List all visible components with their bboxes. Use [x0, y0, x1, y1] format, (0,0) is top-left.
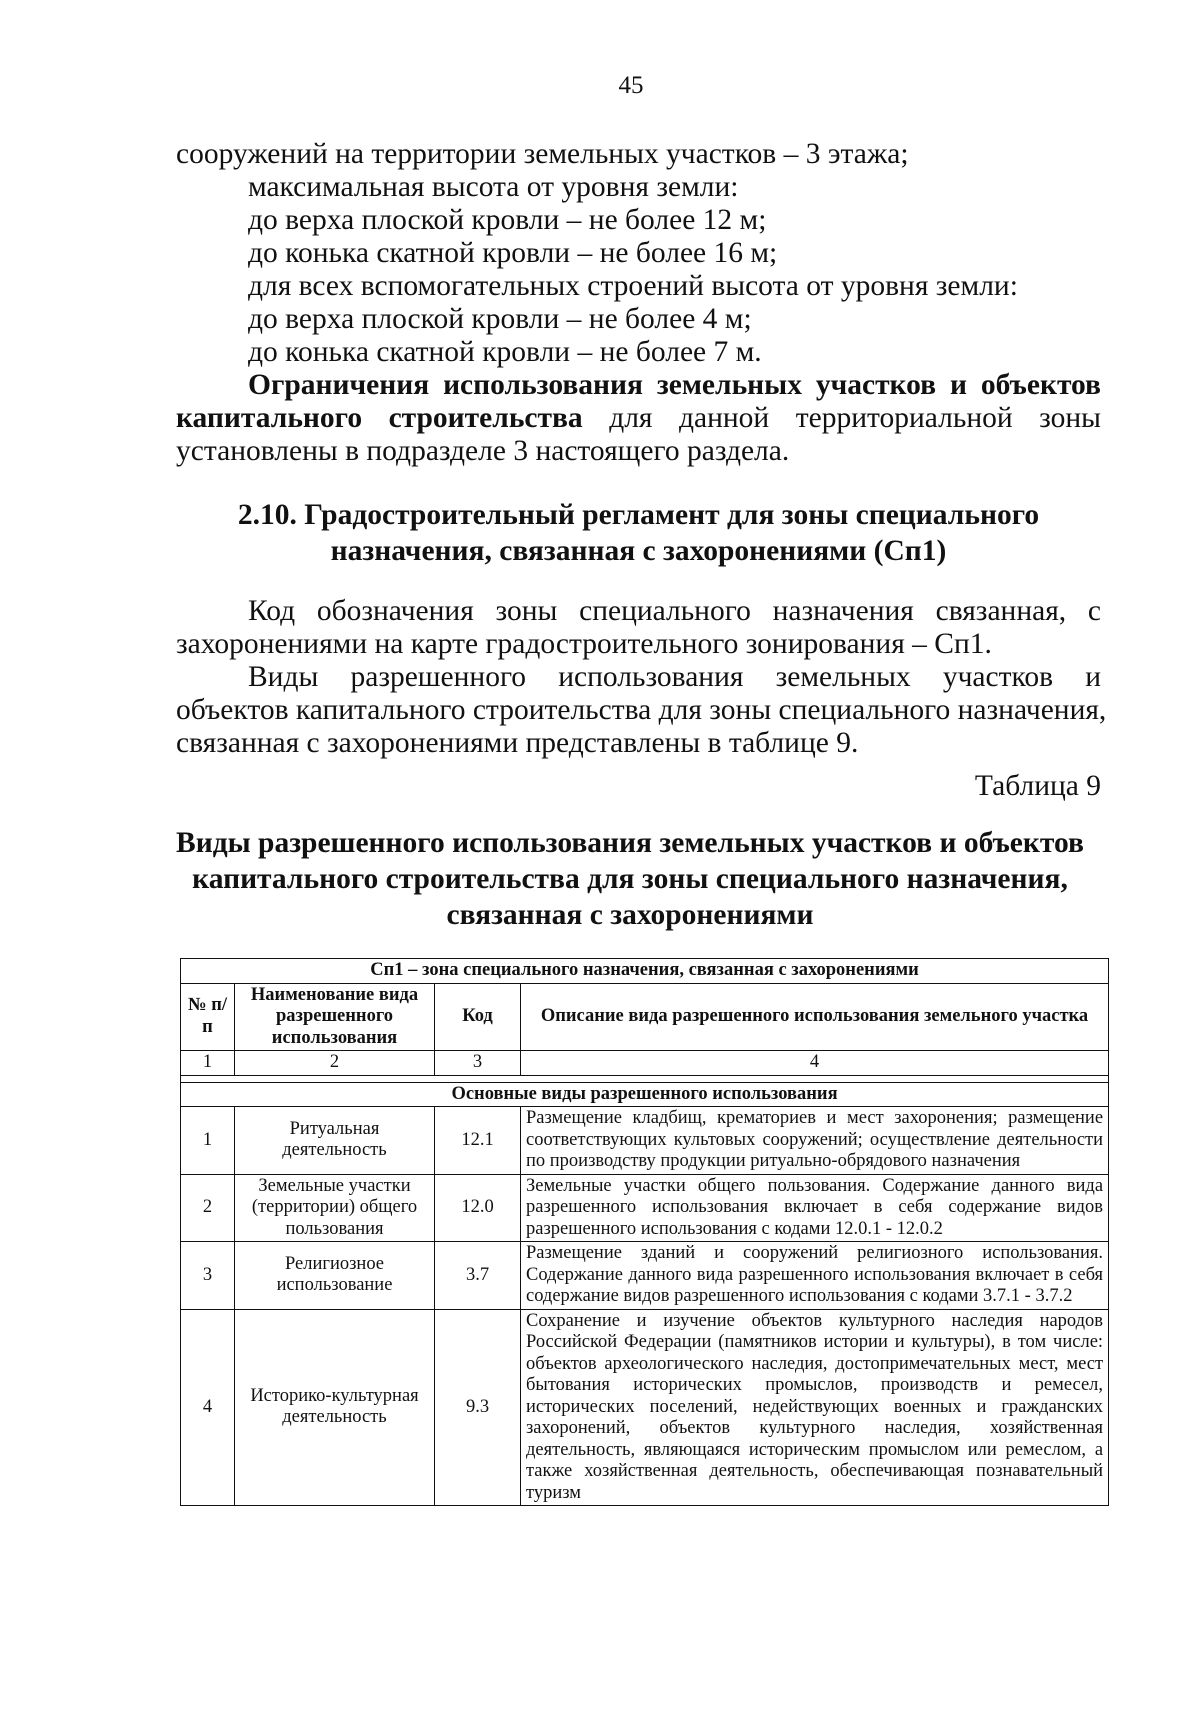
- intro-line: до конька скатной кровли – не более 7 м.: [248, 336, 762, 368]
- intro-line: сооружений на территории земельных участков – 3 этажа;: [176, 138, 909, 170]
- row-desc: Размещение кладбищ, крематориев и мест захоронения; размещение соответствующих культовых сооружений; осуществление деятельности по производству продукции ритуально-обрядового назначения: [521, 1107, 1109, 1175]
- table-row: [181, 1174, 1109, 1242]
- row-desc: Размещение зданий и сооружений религиозного использования. Содержание данного вида разрешенного использования включает в себя содержание видов разрешенного использования с кодами 3.7.1 - 3.7.2: [521, 1242, 1109, 1310]
- row-desc: Земельные участки общего пользования. Содержание данного вида разрешенного использования включает в себя содержание видов разрешенного использования с кодами 12.0.1 - 12.0.2: [521, 1174, 1109, 1242]
- row-code: 9.3: [435, 1309, 521, 1506]
- table-title-line: капитального строительства для зоны специального назначения,: [192, 863, 1068, 895]
- zone-header: Сп1 – зона специального назначения, связанная с захоронениями: [181, 959, 1109, 984]
- column-number: 4: [521, 1051, 1109, 1076]
- row-num: 1: [181, 1107, 235, 1175]
- intro-line: до конька скатной кровли – не более 16 м;: [248, 237, 778, 269]
- row-name: Земельные участки (территории) общего пользования: [235, 1174, 435, 1242]
- section-heading: [176, 497, 1101, 569]
- table-row: [181, 1107, 1109, 1175]
- section-heading-line: назначения, связанная с захоронениями (Сп1): [330, 535, 947, 567]
- intro-line: до верха плоской кровли – не более 4 м;: [248, 303, 752, 335]
- header-num: № п/п: [181, 983, 235, 1051]
- row-num: 3: [181, 1242, 235, 1310]
- table-title: [150, 825, 1110, 933]
- row-name: Религиозное использование: [235, 1242, 435, 1310]
- page-number: 45: [618, 72, 644, 99]
- row-name: Историко-культурная деятельность: [235, 1309, 435, 1506]
- table-row: [181, 1242, 1109, 1310]
- table-title-line: связанная с захоронениями: [446, 899, 814, 931]
- group-header: Основные виды разрешенного использования: [181, 1082, 1109, 1107]
- column-number-row: [181, 1051, 1109, 1076]
- spacer-cell: [181, 1075, 1109, 1082]
- section-heading-line: 2.10. Градостроительный регламент для зоны специального: [237, 499, 1040, 531]
- row-code: 12.0: [435, 1174, 521, 1242]
- header-desc: Описание вида разрешенного использования земельного участка: [521, 983, 1109, 1051]
- spacer-row: [181, 1075, 1109, 1082]
- zone-header-row: [181, 959, 1109, 984]
- header-name: Наименование вида разрешенного использования: [235, 983, 435, 1051]
- row-desc: Сохранение и изучение объектов культурного наследия народов Российской Федерации (памятников истории и культуры), в том числе: объектов археологического наследия, достопримечательных мест, мест бытования исторических промыслов, производств и ремесел, исторических поселений, недействующих военных и гражданских захоронений, объектов культурного наследия, хозяйственная деятельность, являющаяся историческим промыслом или ремеслом, а также хозяйственная деятельность, обеспечивающая познавательный туризм: [521, 1309, 1109, 1506]
- paragraph-2-line: связанная с захоронениями представлены в таблице 9.: [176, 727, 859, 759]
- restrictions-bold: капитального строительства: [176, 402, 583, 434]
- header-code: Код: [435, 983, 521, 1051]
- column-number: 1: [181, 1051, 235, 1076]
- body-paragraphs: [176, 595, 1107, 760]
- row-code: 3.7: [435, 1242, 521, 1310]
- restrictions-line-3: установлены в подразделе 3 настоящего раздела.: [176, 435, 790, 467]
- restrictions-normal: для данной территориальной зоны: [582, 402, 1101, 434]
- restrictions-line-1: Ограничения использования земельных участков и объектов: [248, 369, 1101, 401]
- permitted-use-table: [180, 958, 1109, 1506]
- row-num: 4: [181, 1309, 235, 1506]
- restrictions-line-2: [176, 402, 1101, 435]
- row-code: 12.1: [435, 1107, 521, 1175]
- paragraph-2-line: объектов капитального строительства для зоны специального назначения,: [176, 694, 1107, 726]
- row-num: 2: [181, 1174, 235, 1242]
- table-caption: Таблица 9: [974, 770, 1101, 802]
- column-number: 2: [235, 1051, 435, 1076]
- intro-line: до верха плоской кровли – не более 12 м;: [248, 204, 767, 236]
- paragraph-1-line: захоронениями на карте градостроительного зонирования – Сп1.: [176, 628, 992, 660]
- intro-text: [176, 138, 1101, 468]
- paragraph-1-line: Код обозначения зоны специального назначения связанная, с: [248, 595, 1101, 627]
- row-name: Ритуальная деятельность: [235, 1107, 435, 1175]
- group-header-row: [181, 1082, 1109, 1107]
- table-title-line: Виды разрешенного использования земельных участков и объектов: [176, 827, 1084, 859]
- intro-line: максимальная высота от уровня земли:: [248, 171, 739, 203]
- paragraph-2-line: Виды разрешенного использования земельных участков и: [248, 661, 1101, 693]
- column-header-row: [181, 983, 1109, 1051]
- intro-line: для всех вспомогательных строений высота от уровня земли:: [248, 270, 1018, 302]
- column-number: 3: [435, 1051, 521, 1076]
- table-row: [181, 1309, 1109, 1506]
